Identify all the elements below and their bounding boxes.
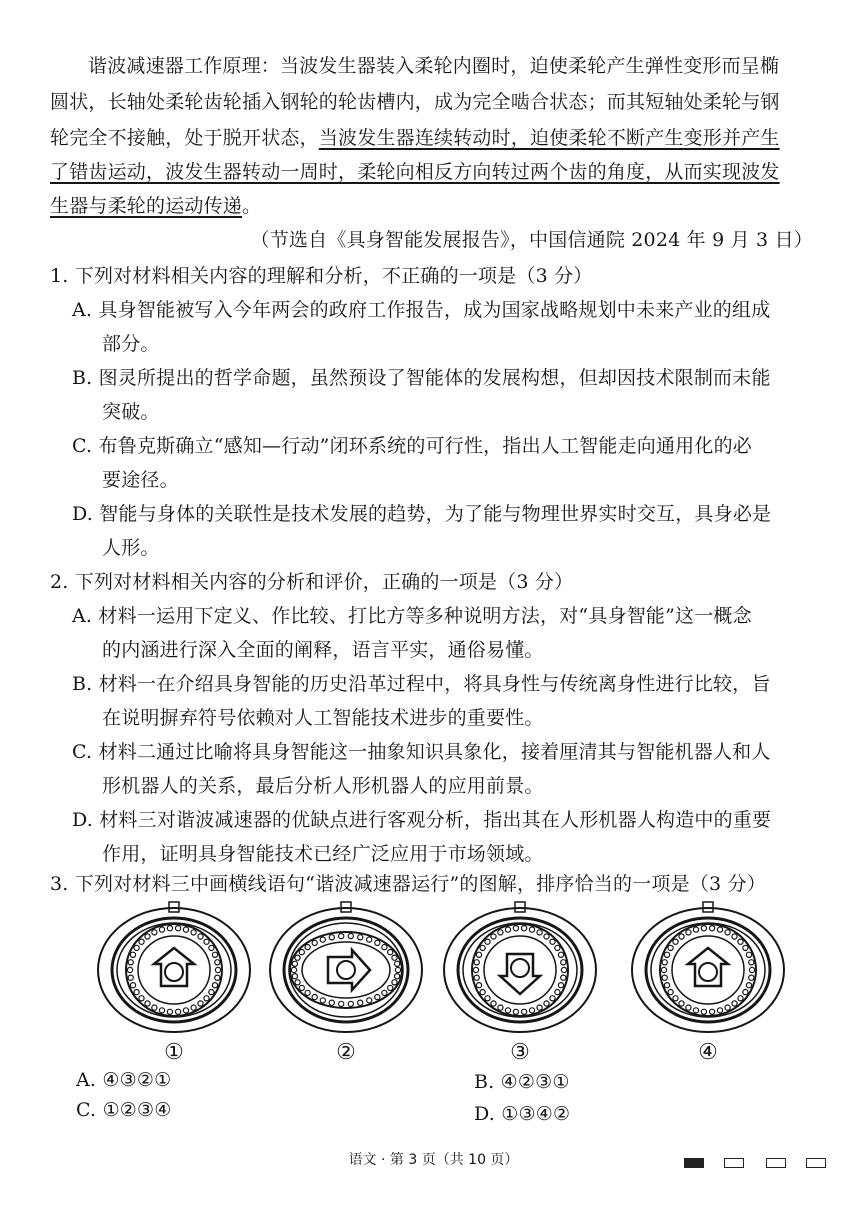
- q3-option-b-label: B.: [474, 1071, 495, 1093]
- underlined-sentence-part-3: 生器与柔轮的运动传递: [50, 195, 243, 217]
- gear-tooth: [474, 960, 479, 965]
- scan-mark-1: [684, 1158, 704, 1168]
- gear-tooth: [329, 1000, 334, 1005]
- gear-tooth: [167, 1009, 172, 1014]
- gear-tooth: [167, 926, 172, 931]
- q1-option-c[interactable]: C. 布鲁克斯确立“感知—行动”闭环系统的可行性，指出人工智能走向通用化的必: [72, 435, 752, 457]
- center-hub: [699, 963, 717, 981]
- gear-tooth: [746, 983, 751, 988]
- gear-tooth: [686, 930, 691, 935]
- gear-tooth: [498, 930, 503, 935]
- gear-tooth: [732, 1001, 737, 1006]
- gear-tooth: [476, 952, 481, 957]
- passage-line-3: [50, 124, 780, 152]
- gear-tooth: [474, 975, 479, 980]
- flexspline: [126, 924, 222, 1016]
- gear-tooth: [544, 934, 549, 939]
- gear-label-4: ④: [698, 1040, 718, 1065]
- gear-tooth: [127, 967, 132, 972]
- gear-tooth: [673, 996, 678, 1001]
- gear-tooth: [725, 1005, 730, 1010]
- q2-option-a-cont: 的内涵进行深入全面的阐释，语言平实，通俗易懂。: [102, 639, 544, 661]
- gear-tooth: [544, 1001, 549, 1006]
- gear-tooth: [710, 926, 715, 931]
- gear-tooth: [348, 934, 353, 939]
- outer-plate: [444, 908, 596, 1032]
- gear-tooth: [732, 934, 737, 939]
- gear-diagram-1: [94, 900, 254, 1070]
- underlined-sentence-part-2: 了错齿运动，波发生器转动一周时，柔轮向相反方向转过两个齿的角度，从而实现波发: [50, 161, 780, 183]
- wave-generator: [138, 936, 210, 1004]
- gear-tooth: [661, 967, 666, 972]
- gear-tooth: [348, 1001, 353, 1006]
- rigid-gear-ring: [112, 918, 236, 1022]
- gear-tooth: [738, 996, 743, 1001]
- q1-option-c-cont: 要途径。: [102, 469, 179, 491]
- gear-tooth: [749, 975, 754, 980]
- gear-tooth: [561, 967, 566, 972]
- gear-tooth: [485, 939, 490, 944]
- gear-tooth: [480, 945, 485, 950]
- rigid-gear-inner: [117, 923, 231, 1017]
- harmonic-drive-figure: [94, 900, 824, 1070]
- gear-tooth: [159, 1008, 164, 1013]
- q3-option-d[interactable]: [474, 1100, 570, 1128]
- gear-tooth: [505, 1008, 510, 1013]
- gear-tooth: [320, 998, 325, 1003]
- gear-tooth: [693, 1008, 698, 1013]
- gear-label-2: ②: [336, 1040, 356, 1065]
- gear-tooth: [701, 1009, 706, 1014]
- q2-option-d[interactable]: D. 材料三对谐波减速器的优缺点进行客观分析，指出其在人形机器人构造中的重要: [72, 809, 772, 831]
- passage-period: 。: [242, 195, 262, 217]
- gear-tooth: [382, 945, 387, 950]
- gear-tooth: [662, 960, 667, 965]
- question-1-stem: 1. 下列对材料相关内容的理解和分析，不正确的一项是（3 分）: [50, 265, 593, 287]
- underlined-sentence-part-1: 当波发生器连续转动时，迫使柔轮不断产生变形并产生: [318, 127, 780, 149]
- gear-tooth: [491, 934, 496, 939]
- q3-option-d-label: D.: [474, 1103, 495, 1125]
- gear-tooth: [664, 952, 669, 957]
- gear-tooth: [215, 967, 220, 972]
- direction-arrow: [328, 950, 370, 990]
- gear-tooth: [339, 1001, 344, 1006]
- gear-tooth: [176, 1009, 181, 1014]
- rigid-gear-inner: [651, 923, 765, 1017]
- gear-tooth: [320, 937, 325, 942]
- gear-tooth: [375, 995, 380, 1000]
- gear-tooth: [382, 990, 387, 995]
- gear-drawing-1: [94, 900, 254, 1040]
- center-hub: [511, 959, 529, 977]
- passage-text: 轮完全不接触，处于脱开状态，: [50, 127, 319, 149]
- gear-tooth: [717, 927, 722, 932]
- rigid-gear-inner: [463, 923, 577, 1017]
- source-citation: （节选自《具身智能发展报告》，中国信通院 2024 年 9 月 3 日）: [250, 229, 813, 251]
- gear-tooth: [358, 935, 363, 940]
- gear-tooth: [537, 930, 542, 935]
- gear-tooth: [215, 960, 220, 965]
- q3-option-c[interactable]: [76, 1096, 172, 1124]
- gear-tooth: [152, 1005, 157, 1010]
- gear-tooth: [673, 939, 678, 944]
- gear-drawing-3: [440, 900, 600, 1040]
- center-hub: [337, 961, 355, 979]
- scan-mark-3: [766, 1158, 786, 1168]
- gear-tooth: [392, 955, 397, 960]
- gear-tooth: [679, 1001, 684, 1006]
- gear-tooth: [299, 950, 304, 955]
- gear-tooth: [558, 952, 563, 957]
- gear-tooth: [738, 939, 743, 944]
- q3-option-a[interactable]: [76, 1066, 171, 1094]
- gear-tooth: [198, 1001, 203, 1006]
- gear-tooth: [668, 945, 673, 950]
- gear-diagram-3: [440, 900, 600, 1070]
- gear-tooth: [291, 967, 296, 972]
- gear-tooth: [159, 927, 164, 932]
- gear-tooth: [743, 990, 748, 995]
- gear-tooth: [388, 985, 393, 990]
- gear-tooth: [204, 939, 209, 944]
- scan-mark-2: [724, 1158, 744, 1168]
- gear-tooth: [215, 975, 220, 980]
- q1-option-b-cont: 突破。: [102, 401, 160, 423]
- gear-tooth: [198, 934, 203, 939]
- gear-tooth: [555, 945, 560, 950]
- q3-option-c-label: C.: [76, 1099, 97, 1121]
- q2-option-b[interactable]: B. 材料一在介绍具身智能的历史沿革过程中，将具身性与传统离身性进行比较，旨: [72, 673, 771, 695]
- gear-label-1: ①: [164, 1040, 184, 1065]
- gear-tooth: [686, 1005, 691, 1010]
- gear-tooth: [388, 950, 393, 955]
- passage-line-2: 圆状，长轴处柔轮齿轮插入钢轮的轮齿槽内，成为完全啮合状态；而其短轴处柔轮与钢: [50, 91, 780, 113]
- passage-line-1: 谐波减速器工作原理：当波发生器装入柔轮内圈时，迫使柔轮产生弹性变形而呈椭: [88, 55, 780, 77]
- gear-tooth: [176, 926, 181, 931]
- rigid-gear-ring: [458, 918, 582, 1022]
- gear-diagram-4: [628, 900, 788, 1070]
- gear-tooth: [134, 990, 139, 995]
- flexspline: [660, 924, 756, 1016]
- gear-tooth: [701, 926, 706, 931]
- gear-tooth: [312, 995, 317, 1000]
- gear-drawing-4: [628, 900, 788, 1040]
- gear-tooth: [555, 990, 560, 995]
- gear-tooth: [145, 934, 150, 939]
- flexspline: [290, 932, 402, 1008]
- gear-tooth: [498, 1005, 503, 1010]
- gear-tooth: [749, 960, 754, 965]
- gear-tooth: [550, 996, 555, 1001]
- gear-tooth: [392, 980, 397, 985]
- gear-tooth: [134, 945, 139, 950]
- q3-option-a-value: ④③②①: [102, 1069, 172, 1091]
- gear-tooth: [292, 961, 297, 966]
- gear-tooth: [717, 1008, 722, 1013]
- gear-tooth: [139, 939, 144, 944]
- gear-tooth: [358, 1000, 363, 1005]
- gear-tooth: [513, 926, 518, 931]
- gear-tooth: [668, 990, 673, 995]
- gear-tooth: [395, 961, 400, 966]
- gear-drawing-2: [266, 900, 426, 1040]
- gear-tooth: [522, 926, 527, 931]
- gear-tooth: [152, 930, 157, 935]
- wave-generator: [302, 942, 390, 998]
- gear-tooth: [128, 975, 133, 980]
- question-2-stem: 2. 下列对材料相关内容的分析和评价，正确的一项是（3 分）: [50, 571, 574, 593]
- passage-line-5: [50, 192, 261, 220]
- gear-tooth: [395, 974, 400, 979]
- gear-tooth: [295, 955, 300, 960]
- question-3-stem: 3. 下列对材料三中画横线语句“谐波减速器运行”的图解，排序恰当的一项是（3 分）: [50, 873, 766, 895]
- center-hub: [165, 963, 183, 981]
- gear-tooth: [662, 975, 667, 980]
- gear-tooth: [664, 983, 669, 988]
- gear-tooth: [139, 996, 144, 1001]
- gear-tooth: [183, 1008, 188, 1013]
- q2-option-c[interactable]: C. 材料二通过比喻将具身智能这一抽象知识具象化，接着厘清其与智能机器人和人: [72, 741, 771, 763]
- q3-option-d-value: ①③④②: [501, 1103, 571, 1125]
- page-footer: 语文 · 第 3 页（共 10 页）: [348, 1152, 519, 1168]
- gear-tooth: [329, 935, 334, 940]
- flexspline: [472, 924, 568, 1016]
- gear-tooth: [476, 983, 481, 988]
- gear-tooth: [473, 967, 478, 972]
- gear-tooth: [743, 945, 748, 950]
- q3-option-a-label: A.: [76, 1069, 97, 1091]
- gear-tooth: [375, 940, 380, 945]
- gear-tooth: [212, 952, 217, 957]
- gear-tooth: [204, 996, 209, 1001]
- q3-option-b-value: ④②③①: [500, 1071, 570, 1093]
- gear-tooth: [679, 934, 684, 939]
- q2-option-c-cont: 形机器人的关系，最后分析人形机器人的应用前景。: [102, 775, 544, 797]
- gear-tooth: [522, 1009, 527, 1014]
- gear-tooth: [710, 1009, 715, 1014]
- outer-plate: [632, 908, 784, 1032]
- q3-option-c-value: ①②③④: [102, 1099, 172, 1121]
- rigid-gear-ring: [646, 918, 770, 1022]
- gear-diagram-2: [266, 900, 426, 1070]
- q1-option-a-cont: 部分。: [102, 333, 160, 355]
- q1-option-d[interactable]: D. 智能与身体的关联性是技术发展的趋势，为了能与物理世界实时交互，具身必是: [72, 503, 772, 525]
- gear-tooth: [749, 967, 754, 972]
- gear-tooth: [191, 930, 196, 935]
- q1-option-d-cont: 人形。: [102, 537, 160, 559]
- gear-tooth: [183, 927, 188, 932]
- gear-tooth: [299, 985, 304, 990]
- gear-tooth: [725, 930, 730, 935]
- gear-tooth: [339, 934, 344, 939]
- gear-tooth: [480, 990, 485, 995]
- gear-tooth: [491, 1001, 496, 1006]
- wave-generator: [672, 936, 744, 1004]
- outer-plate: [98, 908, 250, 1032]
- gear-tooth: [209, 945, 214, 950]
- scan-marks: [684, 1158, 834, 1172]
- gear-tooth: [130, 952, 135, 957]
- gear-tooth: [537, 1005, 542, 1010]
- gear-tooth: [505, 927, 510, 932]
- gear-tooth: [145, 1001, 150, 1006]
- gear-tooth: [367, 998, 372, 1003]
- gear-tooth: [529, 927, 534, 932]
- gear-tooth: [529, 1008, 534, 1013]
- gear-label-3: ③: [510, 1040, 530, 1065]
- q3-option-b[interactable]: [474, 1068, 570, 1096]
- gear-tooth: [292, 974, 297, 979]
- gear-tooth: [513, 1009, 518, 1014]
- gear-tooth: [558, 983, 563, 988]
- rigid-gear-inner: [289, 923, 403, 1017]
- gear-tooth: [305, 945, 310, 950]
- q2-option-d-cont: 作用，证明具身智能技术已经广泛应用于市场领域。: [102, 843, 544, 865]
- gear-tooth: [367, 937, 372, 942]
- gear-tooth: [312, 940, 317, 945]
- gear-tooth: [191, 1005, 196, 1010]
- outer-plate: [270, 908, 422, 1032]
- gear-tooth: [305, 990, 310, 995]
- gear-tooth: [128, 960, 133, 965]
- gear-tooth: [561, 960, 566, 965]
- gear-tooth: [485, 996, 490, 1001]
- q2-option-b-cont: 在说明摒弃符号依赖对人工智能技术进步的重要性。: [102, 707, 544, 729]
- gear-tooth: [212, 983, 217, 988]
- gear-tooth: [295, 980, 300, 985]
- gear-tooth: [561, 975, 566, 980]
- q1-option-b[interactable]: B. 图灵所提出的哲学命题，虽然预设了智能体的发展构想，但却因技术限制而未能: [72, 367, 771, 389]
- gear-tooth: [693, 927, 698, 932]
- q1-option-a[interactable]: A. 具身智能被写入今年两会的政府工作报告，成为国家战略规划中未来产业的组成: [72, 299, 771, 321]
- gear-tooth: [550, 939, 555, 944]
- gear-tooth: [209, 990, 214, 995]
- scan-mark-4: [806, 1158, 826, 1168]
- q2-option-a[interactable]: A. 材料一运用下定义、作比较、打比方等多种说明方法，对“具身智能”这一概念: [72, 605, 752, 627]
- gear-tooth: [395, 967, 400, 972]
- gear-tooth: [130, 983, 135, 988]
- gear-tooth: [746, 952, 751, 957]
